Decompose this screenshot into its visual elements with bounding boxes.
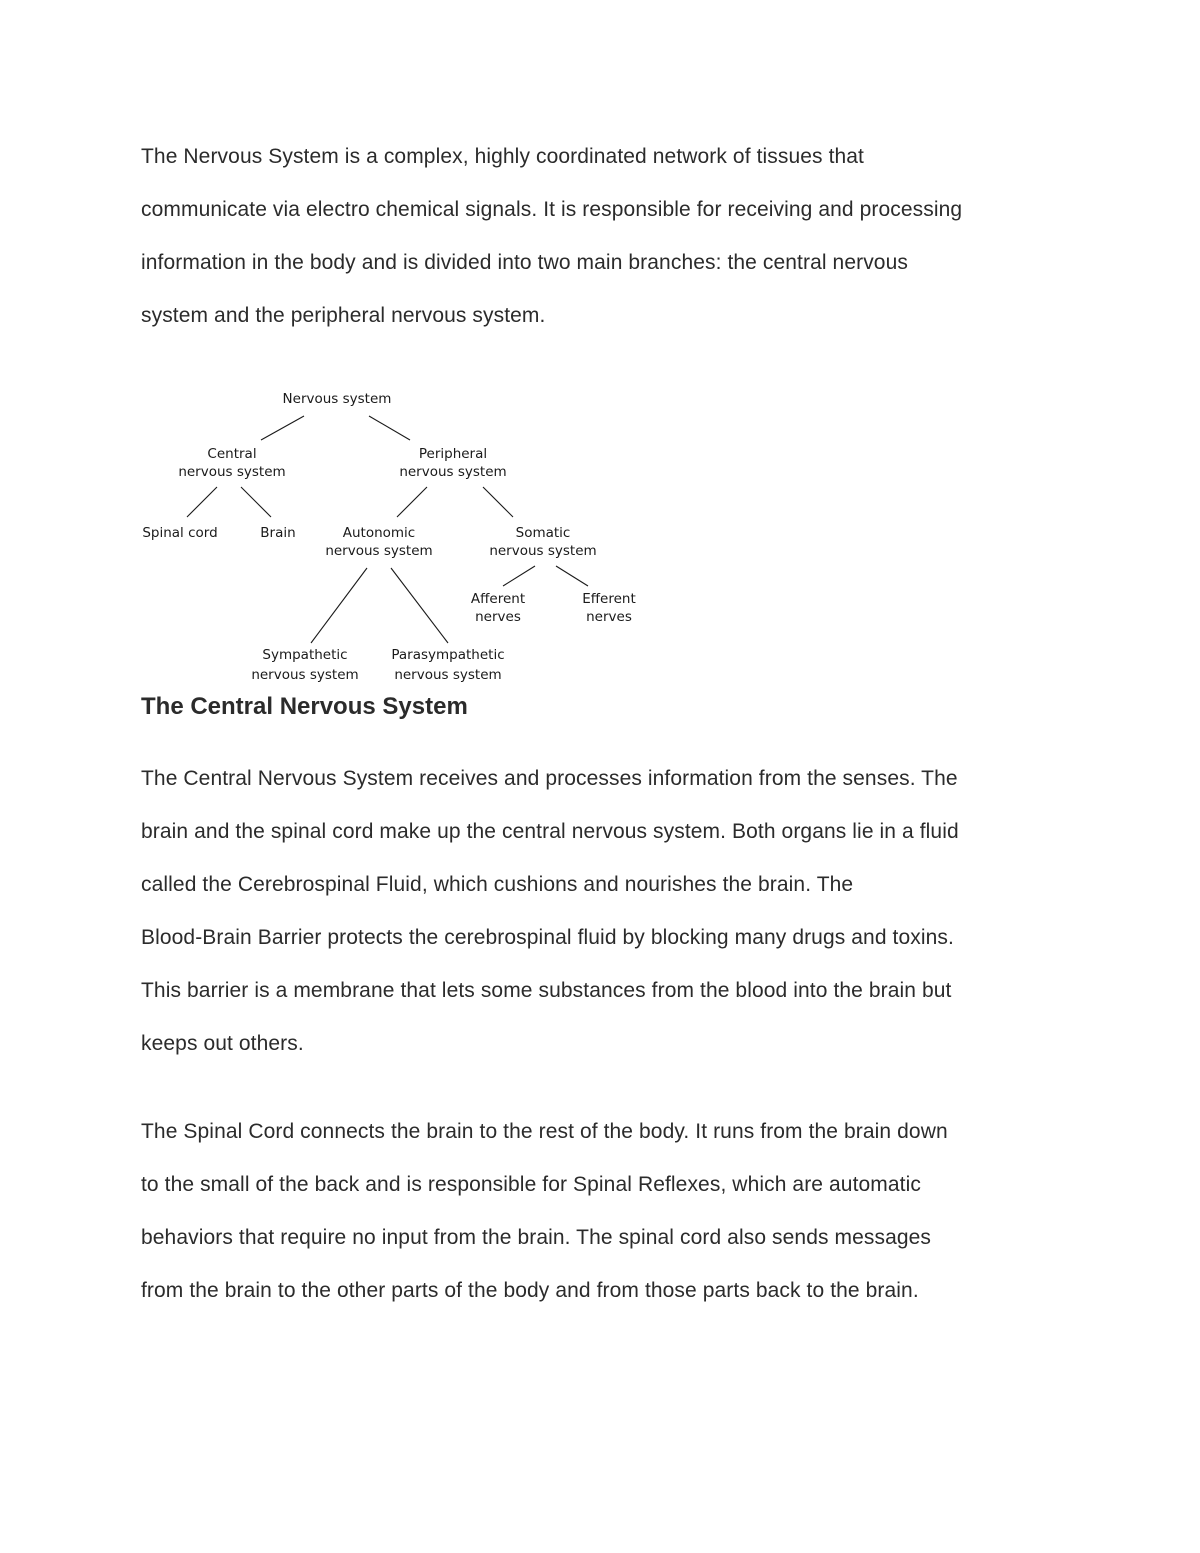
edge-somatic-efferent <box>556 566 588 586</box>
edge-root-central <box>261 416 304 440</box>
node-parasympathetic-l2: nervous system <box>394 667 502 683</box>
cns-paragraph <box>141 752 1061 1070</box>
node-autonomic-l1: Autonomic <box>342 525 416 541</box>
node-afferent-l2: nerves <box>475 609 521 625</box>
edge-autonomic-parasympathetic <box>391 568 448 643</box>
cns-line-2: brain and the spinal cord make up the central nervous system. Both organs lie in a fluid <box>141 820 959 843</box>
edge-central-brain <box>241 487 271 517</box>
node-sympathetic-l2: nervous system <box>251 667 359 683</box>
node-spinal-cord: Spinal cord <box>142 525 218 541</box>
node-parasympathetic-l1: Parasympathetic <box>391 647 505 663</box>
section-heading: The Central Nervous System <box>141 693 468 720</box>
node-sympathetic-l1: Sympathetic <box>262 647 348 663</box>
node-efferent-l1: Efferent <box>582 591 636 607</box>
node-afferent-l1: Afferent <box>470 591 526 607</box>
edge-somatic-afferent <box>503 566 535 586</box>
node-central-l1: Central <box>207 446 257 462</box>
edge-peripheral-somatic <box>483 487 513 517</box>
intro-line-4: system and the peripheral nervous system. <box>141 304 546 327</box>
edge-central-spinal <box>187 487 217 517</box>
edge-root-peripheral <box>369 416 410 440</box>
intro-line-1: The Nervous System is a complex, highly coordinated network of tissues that <box>141 145 864 168</box>
cns-line-1: The Central Nervous System receives and processes information from the senses. The <box>141 767 958 790</box>
node-somatic-l1: Somatic <box>515 525 571 541</box>
intro-line-3: information in the body and is divided into two main branches: the central nervous <box>141 251 908 274</box>
node-efferent-l2: nerves <box>586 609 632 625</box>
cns-line-6: keeps out others. <box>141 1032 304 1055</box>
cns-line-3: called the Cerebrospinal Fluid, which cushions and nourishes the brain. The <box>141 873 854 896</box>
node-brain: Brain <box>260 525 296 541</box>
node-central-l2: nervous system <box>178 464 286 480</box>
edge-autonomic-sympathetic <box>311 568 367 643</box>
intro-paragraph <box>141 130 1061 342</box>
node-peripheral-l1: Peripheral <box>418 446 488 462</box>
spinal-cord-paragraph <box>141 1105 1061 1317</box>
node-peripheral-l2: nervous system <box>399 464 507 480</box>
node-autonomic-l2: nervous system <box>325 543 433 559</box>
node-somatic-l2: nervous system <box>489 543 597 559</box>
node-root: Nervous system <box>282 391 392 407</box>
spinal-line-4: from the brain to the other parts of the body and from those parts back to the brain. <box>141 1279 919 1302</box>
spinal-line-2: to the small of the back and is responsible for Spinal Reflexes, which are automatic <box>141 1173 921 1196</box>
intro-line-2: communicate via electro chemical signals. It is responsible for receiving and processing <box>141 198 963 221</box>
spinal-line-1: The Spinal Cord connects the brain to the rest of the body. It runs from the brain down <box>141 1120 948 1143</box>
spinal-line-3: behaviors that require no input from the brain. The spinal cord also sends messages <box>141 1226 932 1249</box>
cns-line-5: This barrier is a membrane that lets some substances from the blood into the brain but <box>141 979 952 1002</box>
edge-peripheral-autonomic <box>397 487 427 517</box>
cns-line-4: Blood-Brain Barrier protects the cerebrospinal fluid by blocking many drugs and toxins. <box>141 926 954 949</box>
